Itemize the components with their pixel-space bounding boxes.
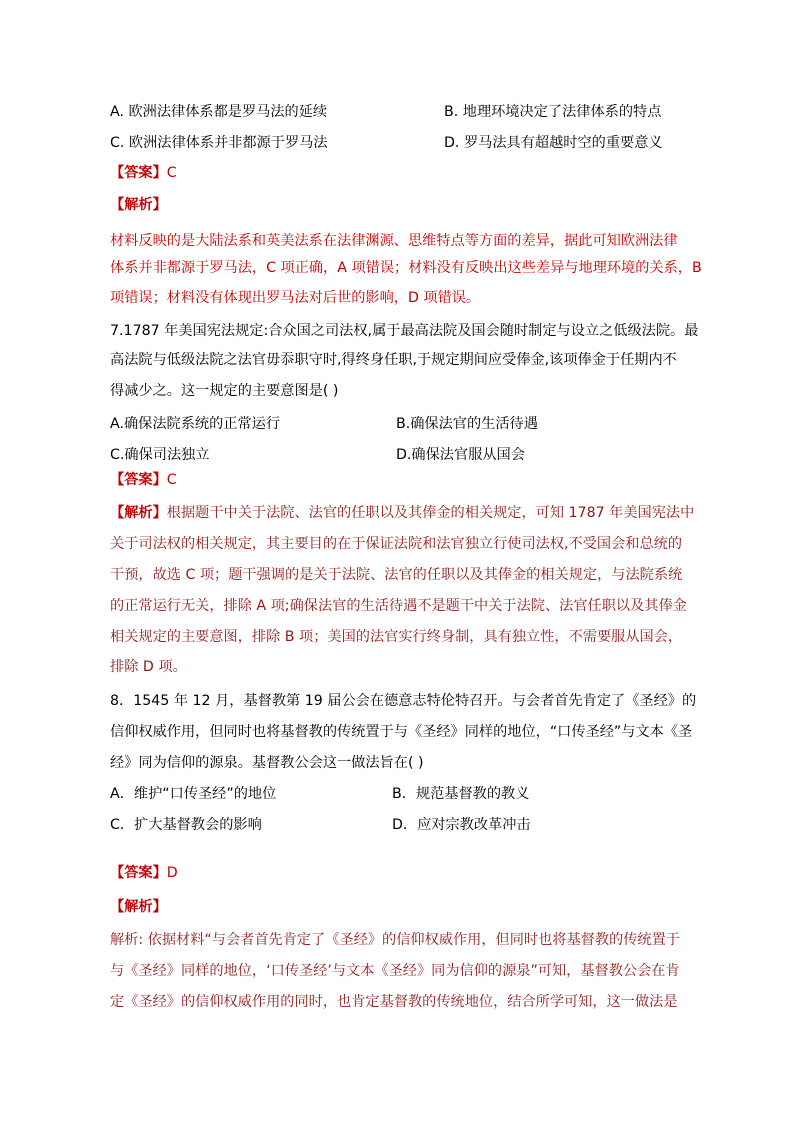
q7-option-c: C.确保司法独立: [110, 447, 210, 463]
q7-analysis-line: 【解析】根据题干中关于法院、法官的任职以及其俸金的相关规定，可知 1787 年美国宪法中: [110, 505, 695, 521]
q7-stem-line: 高法院与低级法院之法官毋忝职守时,得终身任职,于规定期间应受俸金,该项俸金于任期内不: [110, 352, 677, 368]
answer-label: 【答案】: [110, 165, 167, 181]
q7-option-b: B.确保法官的生活待遇: [396, 416, 538, 432]
q7-analysis-line: 干预，故选 C 项；题干强调的是关于法院、法官的任职以及其俸金的相关规定，与法院系统: [110, 567, 683, 583]
q8-answer: 【答案】D: [110, 865, 178, 881]
q6-answer: [110, 162, 177, 184]
q6-analysis-line: 材料反映的是大陆法系和英美法系在法律渊源、思维特点等方面的差异，据此可知欧洲法律: [110, 233, 678, 249]
q8-option-c: C．扩大基督教会的影响: [110, 817, 262, 833]
q7-analysis-line: 相关规定的主要意图，排除 B 项；美国的法官实行终身制，具有独立性，不需要服从国会，: [110, 629, 683, 645]
q8-analysis-label: 【解析】: [110, 899, 167, 915]
q8-analysis-line: 定《圣经》的信仰权威作用的同时，也肯定基督教的传统地位，结合所学可知，这一做法是: [110, 994, 678, 1010]
q8-stem-line: 8．1545 年 12 月，基督教第 19 届公会在德意志特伦特召开。与会者首先肯定了《圣经》的: [110, 693, 697, 709]
q8-analysis-line: 解析: 依据材料“与会者首先肯定了《圣经》的信仰权威作用，但同时也将基督教的传统置于: [110, 932, 680, 948]
q6-option-b: B. 地理环境决定了法律体系的特点: [444, 104, 662, 120]
q6-option-c: C. 欧洲法律体系并非都源于罗马法: [110, 135, 328, 151]
q6-option-d: D. 罗马法具有超越时空的重要意义: [444, 135, 663, 151]
q7-analysis-line: 的正常运行无关，排除 A 项;确保法官的生活待遇不是题干中关于法院、法官任职以及其俸金: [110, 598, 687, 614]
q8-stem-line: 经》同为信仰的源泉。基督教公会这一做法旨在( ): [110, 755, 424, 771]
q6-analysis-label: 【解析】: [110, 197, 167, 213]
answer-value: C: [166, 165, 177, 181]
q6-analysis-line: 体系并非都源于罗马法，C 项正确，A 项错误；材料没有反映出这些差异与地理环境的关系，B: [110, 260, 702, 276]
q8-option-d: D．应对宗教改革冲击: [392, 817, 531, 833]
q7-option-a: A.确保法院系统的正常运行: [110, 416, 281, 432]
q8-option-b: B．规范基督教的教义: [392, 786, 530, 802]
q7-stem-line: 7.1787 年美国宪法规定:合众国之司法权,属于最高法院及国会随时制定与设立之低级法院。最: [110, 323, 699, 339]
q8-stem-line: 信仰权威作用，但同时也将基督教的传统置于与《圣经》同样的地位，“口传圣经”与文本《圣: [110, 724, 693, 740]
analysis-label: 【解析】: [110, 505, 167, 521]
q8-option-a: A．维护“口传圣经”的地位: [110, 786, 277, 802]
q8-analysis-line: 与《圣经》同样的地位，‘口传圣经’与文本《圣经》同为信仰的源泉”可知，基督教公会在肯: [110, 963, 680, 979]
q7-analysis-line: 关于司法权的相关规定，其主要目的在于保证法院和法官独立行使司法权,不受国会和总统的: [110, 536, 683, 552]
q7-stem-line: 得减少之。这一规定的主要意图是( ): [110, 383, 339, 399]
q7-option-d: D.确保法官服从国会: [396, 447, 525, 463]
q6-analysis-line: 项错误；材料没有体现出罗马法对后世的影响，D 项错误。: [110, 290, 481, 306]
q7-answer: 【答案】C: [110, 472, 177, 488]
q7-analysis-line: 排除 D 项。: [110, 659, 187, 675]
q6-option-a: A. 欧洲法律体系都是罗马法的延续: [110, 104, 328, 120]
